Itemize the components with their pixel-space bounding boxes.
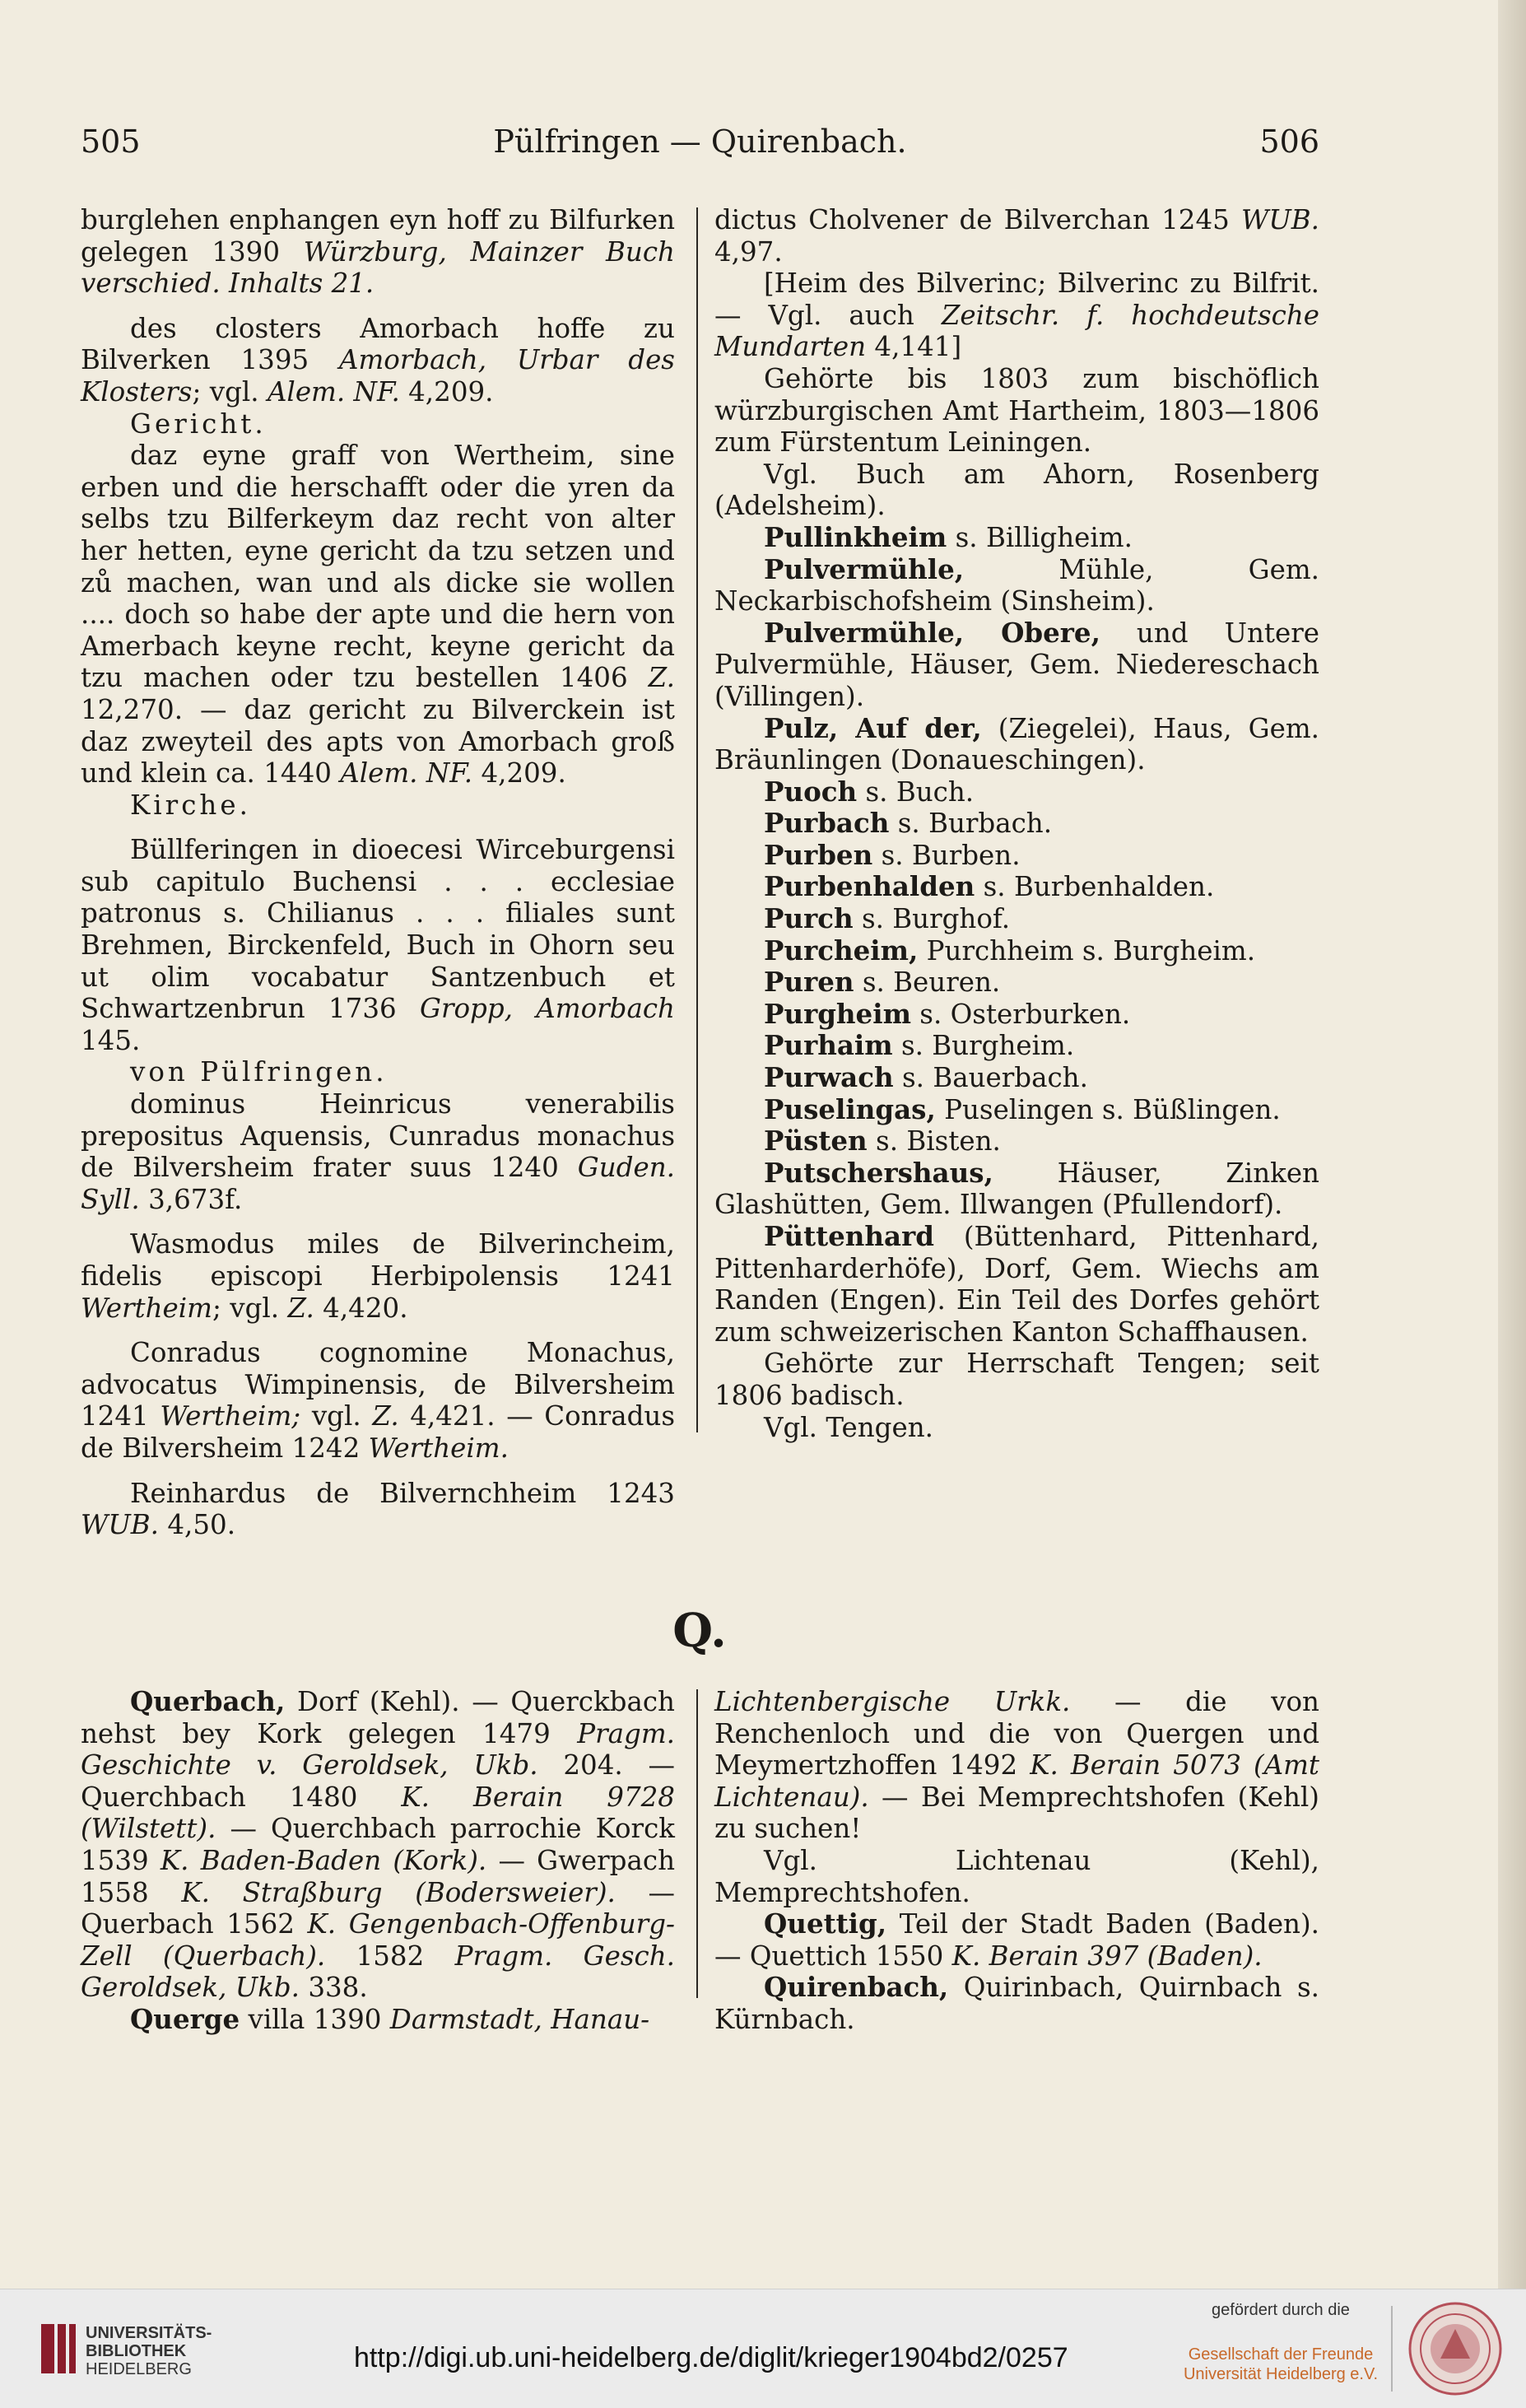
library-name [86,2324,212,2378]
left-column-q [81,1686,675,2036]
paragraph: Pulvermühle, Obere, und Untere Pulvermühle, Häuser, Gem. Niedereschach (Villingen). [714,616,1319,712]
library-line: HEIDELBERG [86,2360,192,2378]
source-citation: Alem. NF. [267,375,400,408]
paragraph: Büllferingen in dioecesi Wirceburgensi sub capitulo Buchensi . . . ecclesiae patronus s. Chilianus . . . filiales sunt Brehmen, Birckenfeld, Buch in Ohorn seu ut olim vocabatur Santzenbuch et Schwartzenbrun 1736 Gropp, Amorbach 145. [81,834,675,1056]
page-number-right: 506 [1259,123,1319,160]
headword: Querbach, [130,1685,286,1717]
headword: Purch [764,902,854,935]
source-citation: K. Gengenbach-Offenburg-Zell (Querbach). [81,1908,676,1972]
source-citation: K. Straßburg (Bodersweier). [181,1876,616,1908]
paragraph: Vgl. Lichtenau (Kehl), Memprechtshofen. [714,1844,1319,1908]
paragraph: daz eyne graff von Wertheim, sine erben und die herschafft oder die yren da selbs tzu Bilferkeym daz recht von alter her hetten, eyne gericht da tzu setzen und zů machen, wan und als dicke sie wollen .... doch so habe der apte und die hern von Amerbach keyne recht, keyne gericht da tzu machen oder tzu bestellen 1406 Z. 12,270. — daz gericht zu Bilverckein ist daz zweyteil des apts von Amorbach groß und klein ca. 1440 Alem. NF. 4,209. [81,440,675,789]
paragraph: Purbach s. Burbach. [764,807,1053,840]
paragraph: Gehörte zur Herrschaft Tengen; seit 1806 badisch. [714,1348,1319,1411]
page-title: Pülfringen — Quirenbach. [493,123,907,160]
paragraph: Puren s. Beuren. [764,966,1001,999]
right-column-q [714,1686,1319,2036]
source-citation: WUB. [1240,204,1319,235]
library-line: UNIVERSITÄTS- [86,2324,212,2342]
source-citation: Zeitschr. f. hochdeutsche Mundarten [714,299,1320,363]
right-column [714,204,1319,1443]
headword: Purbach [764,807,890,840]
viewer-footer [0,2289,1526,2408]
source-citation: Wertheim. [368,1432,509,1464]
paragraph: Putschershaus, Häuser, Zinken Glashütten, Gem. Illwangen (Pfullendorf). [714,1156,1319,1221]
paragraph: Purgheim s. Osterburken. [764,997,1131,1030]
source-citation: K. Baden-Baden (Kork). [160,1844,487,1876]
running-header [81,123,1319,165]
headword: Pulvermühle, Obere, [764,616,1100,649]
left-column [81,204,675,1541]
source-citation: Wertheim; [160,1400,301,1432]
paragraph: Püsten s. Bisten. [764,1125,1001,1157]
column-divider-top [696,207,698,1432]
headword: Purbenhalden [764,870,975,903]
paragraph: dictus Cholvener de Bilverchan 1245 WUB. 4,97. [714,204,1319,268]
paragraph: Conradus cognomine Monachus, advocatus Wimpinensis, de Bilversheim 1241 Wertheim; vgl. Z. 4,421. — Conradus de Bilversheim 1242 Wertheim. [81,1337,675,1464]
footer-divider [1391,2306,1393,2392]
paragraph: burglehen enphangen eyn hoff zu Bilfurken gelegen 1390 Würzburg, Mainzer Buch verschied. Inhalts 21. [81,204,675,300]
paragraph: Puoch s. Buch. [764,775,975,808]
source-citation: Wertheim [81,1292,212,1324]
source-citation: Amorbach, Urbar des Klosters [81,344,675,408]
paragraph: Gehörte bis 1803 zum bischöflich würzburgischen Amt Hartheim, 1803—1806 zum Fürstentum Leiningen. [714,362,1319,459]
sponsor-label: gefördert durch die [1212,2301,1350,2319]
paragraph: Quettig, Teil der Stadt Baden (Baden). — Quettich 1550 K. Berain 397 (Baden). [714,1907,1319,1972]
paragraph: [Heim des Bilverinc; Bilverinc zu Bilfrit. — Vgl. auch Zeitschr. f. hochdeutsche Mundarten 4,141] [714,268,1320,363]
permalink-url[interactable]: http://digi.ub.uni-heidelberg.de/diglit/krieger1904bd2/0257 [354,2342,1068,2373]
subsection-heading: von Pülfringen. [130,1056,388,1088]
paragraph: Querbach, Dorf (Kehl). — Querckbach nehst bey Kork gelegen 1479 Pragm. Geschichte v. Geroldsek, Ukb. 204. — Querchbach 1480 K. Berain 9728 (Wilstett). — Querchbach parrochie Korck 1539 K. Baden-Baden (Kork). — Gwerpach 1558 K. Straßburg (Bodersweier). — Querbach 1562 K. Gengenbach-Offenburg-Zell (Querbach). 1582 Pragm. Gesch. Geroldsek, Ukb. 338. [81,1685,676,2004]
university-library-logo-icon [40,2322,79,2375]
paragraph: Vgl. Tengen. [764,1411,933,1443]
sponsor-block [1182,2301,1379,2384]
headword: Püsten [764,1125,868,1157]
source-citation: Gropp, Amorbach [419,993,675,1025]
subsection-heading: Gericht. [130,408,267,440]
headword: Purben [764,838,873,871]
paragraph: Querge villa 1390 Darmstadt, Hanau- [130,2002,650,2035]
source-citation: Guden. Syll. [81,1152,675,1215]
paragraph: Pullinkheim s. Billigheim. [764,520,1133,553]
paragraph: Purwach s. Bauerbach. [764,1061,1088,1094]
paragraph: Purbenhalden s. Burbenhalden. [764,870,1215,903]
source-citation: K. Berain 397 (Baden). [951,1940,1263,1972]
headword: Puren [764,966,854,999]
source-citation: Darmstadt, Hanau- [389,2003,650,2035]
headword: Purcheim, [764,934,919,966]
source-citation: Lichtenbergische Urkk. [714,1686,1071,1717]
headword: Pullinkheim [764,520,947,553]
headword: Purwach [764,1061,894,1094]
headword: Quettig, [764,1907,887,1940]
paragraph: Püttenhard (Büttenhard, Pittenhard, Pittenharderhöfe), Dorf, Gem. Wiechs am Randen (Engen). Ein Teil des Dorfes gehört zum schweizerischen Kanton Schaffhausen. [714,1220,1319,1348]
paragraph: Wasmodus miles de Bilverincheim, fidelis episcopi Herbipolensis 1241 Wertheim; vgl. Z. 4,420. [81,1228,675,1324]
subsection-heading: Kirche. [130,789,251,821]
source-citation: Würzburg, Mainzer Buch verschied. Inhalts 21. [81,235,675,300]
sponsor-name [1182,2345,1379,2384]
paragraph: des closters Amorbach hoffe zu Bilverken 1395 Amorbach, Urbar des Klosters; vgl. Alem. NF. 4,209. [81,312,675,408]
headword: Purhaim [764,1029,893,1062]
paragraph: Reinhardus de Bilvernchheim 1243 WUB. 4,50. [81,1477,675,1541]
paragraph [81,408,675,440]
section-letter: Q. [672,1604,727,1658]
headword: Purgheim [764,997,911,1030]
paragraph: Puselingas, Puselingen s. Büßlingen. [764,1092,1281,1125]
source-citation: K. Berain 5073 (Amt Lichtenau). [714,1749,1319,1813]
sponsor-line: Gesellschaft der Freunde [1188,2345,1374,2364]
source-citation: WUB. [81,1509,160,1541]
headword: Püttenhard [764,1220,934,1252]
headword: Puselingas, [764,1092,936,1125]
page-edge-shadow [1498,0,1526,2289]
library-line: BIBLIOTHEK [86,2342,187,2360]
headword: Querge [130,2002,240,2035]
headword: Putschershaus, [764,1156,993,1189]
source-citation: K. Berain 9728 (Wilstett). [81,1781,675,1845]
column-divider-bottom [696,1689,698,1998]
university-seal-icon [1407,2301,1503,2396]
paragraph [81,1056,675,1088]
source-citation: Z. [648,662,675,694]
paragraph: Vgl. Buch am Ahorn, Rosenberg (Adelsheim). [714,458,1319,522]
paragraph: Pulvermühle, Mühle, Gem. Neckarbischofsheim (Sinsheim). [714,552,1319,617]
headword: Puoch [764,775,858,808]
paragraph: Purch s. Burghof. [764,902,1011,935]
headword: Pulz, Auf der, [764,711,982,744]
paragraph: Purben s. Burben. [764,838,1021,871]
paragraph: Pulz, Auf der, (Ziegelei), Haus, Gem. Bräunlingen (Donaueschingen). [714,711,1319,776]
source-citation: Z. [287,1292,314,1324]
source-citation: Pragm. Gesch. Geroldsek, Ukb. [81,1940,675,2004]
page-number-left: 505 [81,123,141,160]
headword: Quirenbach, [764,1971,949,2004]
sponsor-line: Universität Heidelberg e.V. [1183,2365,1379,2383]
paragraph: dominus Heinricus venerabilis prepositus Aquensis, Cunradus monachus de Bilversheim frater suus 1240 Guden. Syll. 3,673f. [81,1088,675,1215]
paragraph: Purcheim, Purchheim s. Burgheim. [764,934,1256,966]
paragraph [81,789,675,822]
paragraph: Quirenbach, Quirinbach, Quirnbach s. Kürnbach. [714,1971,1319,2035]
paragraph: Purhaim s. Burgheim. [764,1029,1075,1062]
paragraph: Lichtenbergische Urkk. — die von Renchenloch und die von Quergen und Meymertzhoffen 1492 K. Berain 5073 (Amt Lichtenau). — Bei Memprechtshofen (Kehl) zu suchen! [714,1686,1319,1845]
source-citation: Z. [372,1400,399,1432]
source-citation: Alem. NF. [340,757,473,789]
headword: Pulvermühle, [764,552,965,585]
source-citation: Pragm. Geschichte v. Geroldsek, Ukb. [81,1717,675,1782]
